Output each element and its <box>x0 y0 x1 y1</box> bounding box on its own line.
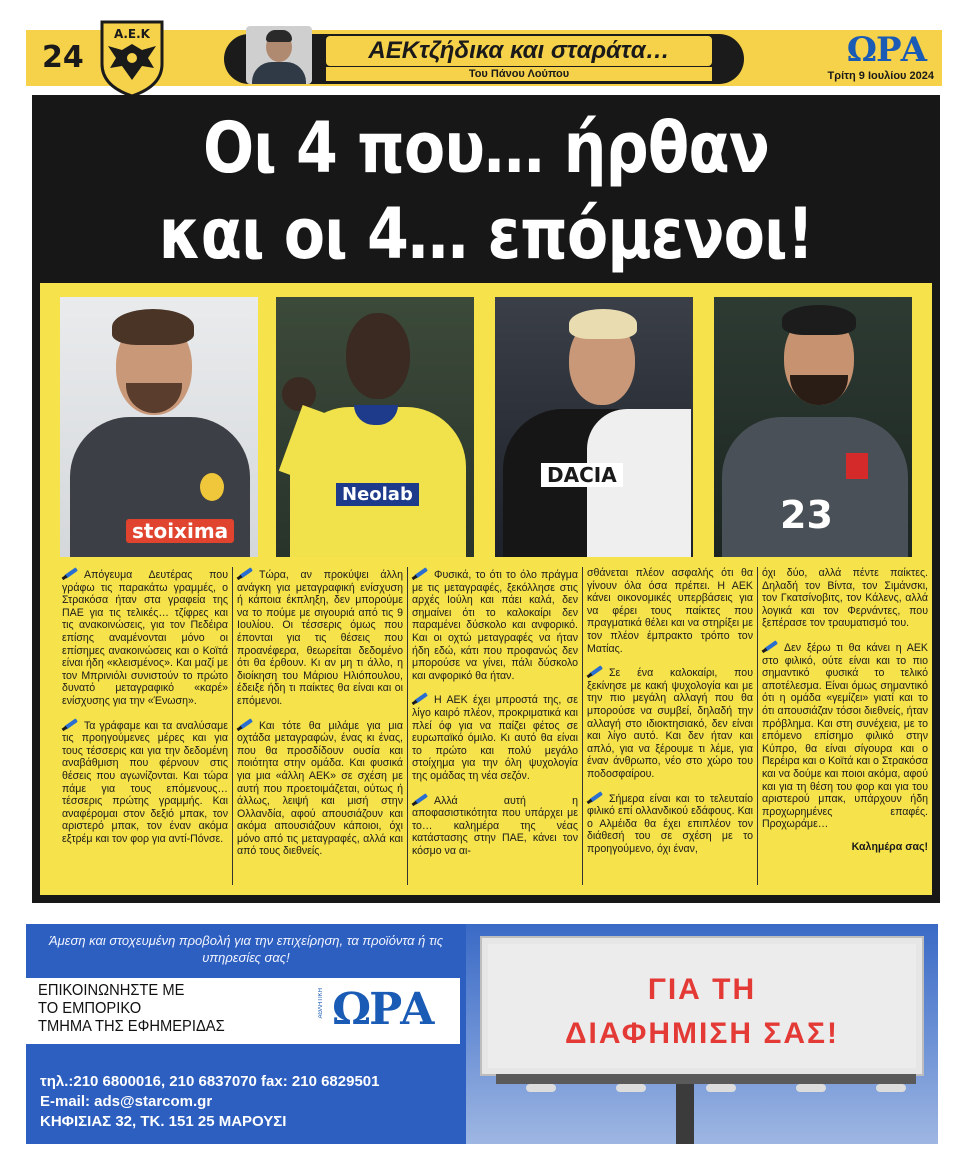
pen-icon <box>587 665 605 677</box>
paragraph: σθάνεται πλέον ασφαλής ότι θα γίνουν όλα όσα πρέπει. Η ΑΕΚ κάνει οικονομικές υπερβάσεις για να φέρει τους παίκτες που πραγματικά θέλει και να στηρίξει με τον πλέον έμπρακτο τρόπο τον Ματίας. <box>587 567 753 655</box>
paragraph: Σήμερα είναι και το τελευταίο φιλικό επί ολλανδικού εδάφους. Και ο Αλμέιδα θα έχει επιπλέον τον διάθεσή του σε σχέση με το προηγούμενο, όχι έναν, <box>587 792 753 855</box>
ad-contact-line-3: ΤΜΗΜΑ ΤΗΣ ΕΦΗΜΕΡΙΔΑΣ <box>38 1018 225 1035</box>
ad-contact-box <box>26 978 460 1044</box>
aek-crest-icon <box>98 18 166 98</box>
pen-icon <box>237 718 255 730</box>
paragraph: Απόγευμα Δευτέρας που γράφω τις παρακάτω γραμμές, ο Στρακόσα ήταν στα γραφεία της ΠΑΕ για τις τελικές… τζίφρες και τις ανακοινώσεις, για τον Πεδέιρα επίσης αναμένονται μόνο οι επίσημες ανακοινώσεις και ο Κοϊτά είναι ήδη «κλεισμένος». Και μαζί με τον Μπρινιόλι συνιστούν το πρώτο δυνατό μεταγραφικό «καρέ» ενίσχυσης για την «Ένωση». <box>62 569 228 707</box>
pen-icon <box>412 793 430 805</box>
ad-address: ΚΗΦΙΣΙΑΣ 32, ΤΚ. 151 25 ΜΑΡΟΥΣΙ <box>40 1113 287 1130</box>
column-title: ΑΕΚτζήδικα και σταράτα… <box>326 36 712 66</box>
billboard-post <box>676 1084 694 1144</box>
player-photo-4 <box>714 297 912 557</box>
pen-icon <box>587 791 605 803</box>
paragraph: Τα γράφαμε και τα αναλύσαμε τις προηγούμενες μέρες και για τους τέσσερις και για την δεδομένη αναβάθμιση που φέρνουν στις θέσεις που αγωνίζονται. Και τώρα πάμε για τους επόμενους… τέσσερις πρώτης γραμμής. Και αναφέρομαι στον δεξιό μπακ, τον αριστερό μπακ, τον έναν ακόμα εξτρέμ και τον φορ για αντί-Πόνσε. <box>62 719 228 845</box>
headline-line-1: Οι 4 που… ήρθαν <box>202 107 769 189</box>
shirt-sponsor-2: Neolab <box>336 483 419 506</box>
billboard-lamp-bar <box>496 1074 916 1084</box>
pen-icon <box>62 718 80 730</box>
text-column-5 <box>762 567 928 885</box>
pen-icon <box>237 567 255 579</box>
advertisement <box>26 924 938 1144</box>
shirt-number-4: 23 <box>780 493 833 537</box>
column-author: Του Πάνου Λούπου <box>326 67 712 81</box>
column-divider <box>757 567 758 885</box>
paragraph: Σε ένα καλοκαίρι, που ξεκίνησε με κακή ψυχολογία και με την πιο μεγάλη αλλαγή που θα μπορούσε να συμβεί, δηλαδή την αλλαγή στο ιδιοκτησιακό, δεν είναι και λίγο αυτό. Και δεν ήταν και απλό, για να ξέρουμε τι λέμε, για έναν άνθρωπο, νέο στο χώρο του ποδοσφαίρου. <box>587 667 753 780</box>
billboard-lamp <box>616 1084 646 1092</box>
billboard <box>482 938 922 1074</box>
shirt-sponsor-1: stoixima <box>126 519 234 543</box>
pen-icon <box>412 692 430 704</box>
headline-line-2: και οι 4… επόμενοι! <box>158 193 814 275</box>
ad-contact-text <box>38 982 225 1036</box>
text-column-2 <box>237 567 403 885</box>
text-column-1 <box>62 567 228 885</box>
column-divider <box>407 567 408 885</box>
crest-text: Α.Ε.Κ <box>114 27 150 41</box>
page-header <box>26 27 942 86</box>
text-column-3 <box>412 567 578 885</box>
pen-icon <box>762 640 780 652</box>
paragraph: Τώρα, αν προκύψει άλλη ανάγκη για μεταγραφική ενίσχυση ή κάποια έκπληξη, δεν μπορούμε να το πούμε με σιγουριά από τις 9 Ιουλίου. Οι τέσσερις όμως που έπονται για τις θέσεις που προανέφερα, θεωρείται δεδομένο ότι θα έρθουν. Κι αν μη τι άλλο, η διοίκηση του Μάριου Ηλιόπουλου, έδειξε ήδη τι παίκτες θα είναι και οι επόμενοι. <box>237 569 403 707</box>
column-divider <box>582 567 583 885</box>
article-box <box>32 95 940 903</box>
ad-tagline: Άμεση και στοχευμένη προβολή για την επιχείρηση, τα προϊόντα ή τις υπηρεσίες σας! <box>48 933 444 965</box>
shirt-sponsor-3: DACIA <box>541 463 623 487</box>
ad-contact-line-1: ΕΠΙΚΟΙΝΩΝΗΣΤΕ ΜΕ <box>38 982 185 999</box>
player-photos <box>40 297 932 559</box>
ad-logo-side-text: ΑΘΛΗΤΙΚΗ <box>318 988 324 1019</box>
billboard-line-1: ΓΙΑ ΤΗ <box>647 973 757 1006</box>
ad-contact-info <box>40 1072 379 1132</box>
billboard-lamp <box>796 1084 826 1092</box>
ad-tagline-area <box>26 924 466 980</box>
text-column-4 <box>587 567 753 885</box>
ad-phones: τηλ.:210 6800016, 210 6837070 fax: 210 6829501 <box>40 1073 380 1090</box>
paragraph: όχι δύο, αλλά πέντε παίκτες. Δηλαδή τον Βίντα, τον Σιμάνσκι, τον Γκατσίνοβιτς, τον Κάλενς, αλλά λογικά και τον Φερνάντες, που ξεπέρασε τον τραυματισμό του. <box>762 567 928 630</box>
author-photo <box>246 26 312 84</box>
issue-date: Τρίτη 9 Ιουλίου 2024 <box>827 70 934 82</box>
pen-icon <box>62 567 80 579</box>
article-headline <box>96 105 877 277</box>
paragraph: Η ΑΕΚ έχει μπροστά της, σε λίγο καιρό πλέον, προκριματικά και πλεί όφ για να παίζει φέτος σε ευρωπαϊκό όμιλο. Κι αυτό θα είναι το πρώτο και πολύ μεγάλο στοίχημα για την όλη ψυχολογία της ομάδας τη νέα σεζόν. <box>412 694 578 782</box>
pen-icon <box>412 567 430 579</box>
player-photo-3 <box>495 297 693 557</box>
ad-contact-line-2: ΤΟ ΕΜΠΟΡΙΚΟ <box>38 1000 142 1017</box>
article-columns <box>62 567 928 885</box>
paragraph: Και τότε θα μιλάμε για μια οχτάδα μεταγραφών, ένας κι ένας, που θα προσδίδουν ουσία και ποιότητα στην ομάδα. Και φυσικά για μια «άλλη ΑΕΚ» σε σχέση με αυτή που προετοιμάζεται, ούτως ή άλλως, λειψή και μισή στην Ολλανδία, αφού απουσιάζουν και ακόμα απουσιάζουν κάποιοι, όχι μόνο από τις μεταγραφές, αλλά και από τους διεθνείς. <box>237 719 403 858</box>
billboard-lamp <box>526 1084 556 1092</box>
page-number: 24 <box>42 40 84 75</box>
column-banner <box>224 34 744 84</box>
billboard-lamp <box>706 1084 736 1092</box>
billboard-text <box>488 968 916 1056</box>
billboard-lamp <box>876 1084 906 1092</box>
paragraph: Φυσικά, το ότι το όλο πράγμα με τις μεταγραφές, ξεκόλλησε στις αρχές Ιούλη και πάει καλά, δεν σημαίνει ότι το καλοκαίρι δεν παραμένει δύσκολο και ανφορικό. Και οι οχτώ μεταγραφές να ήταν ήδη εδώ, κάτι που προφανώς δεν μπορούσε να γίνει, πάλι δύσκολο και ανφορικό θα ήταν. <box>412 569 578 682</box>
article-body-panel <box>40 283 932 895</box>
player-photo-1 <box>60 297 258 557</box>
column-divider <box>232 567 233 885</box>
ad-email[interactable]: E-mail: ads@starcom.gr <box>40 1093 213 1110</box>
ad-logo: ΩΡΑ <box>332 984 433 1035</box>
paragraph: Δεν ξέρω τι θα κάνει η ΑΕΚ στο φιλικό, ούτε είναι και το πιο σημαντικό φυσικά το τελικό αποτέλεσμα. Είναι όμως σημαντικό ότι η ομάδα «γεμίζει» γιατί και το ότι απουσιάζαν τόσοι διεθνείς, ήταν πρόβλημα. Και στη συνέχεια, με το επόμενο επίσημο φιλικό στην Κύπρο, θα είναι σίγουρα και ο Περέιρα και ο Κοϊτά και ο Στρακόσα και να δούμε και ποιοι ακόμα, αφού και για τη θέση του φορ και για του αριστερού μπακ, υπάρχουν ήδη προχωρημένες επαφές. Προχωράμε… <box>762 641 928 831</box>
player-photo-2 <box>276 297 474 557</box>
billboard-line-2: ΔΙΑΦΗΜΙΣΗ ΣΑΣ! <box>564 1017 840 1050</box>
signoff: Καλημέρα σας! <box>851 840 928 853</box>
paragraph: Αλλά αυτή η αποφασιστικότητα που υπάρχει με το… καλημέρα της νέας κατάστασης στην ΠΑΕ, κάνει τον κόσμο να αι- <box>412 794 578 857</box>
newspaper-logo: ΩΡΑ <box>846 30 926 70</box>
